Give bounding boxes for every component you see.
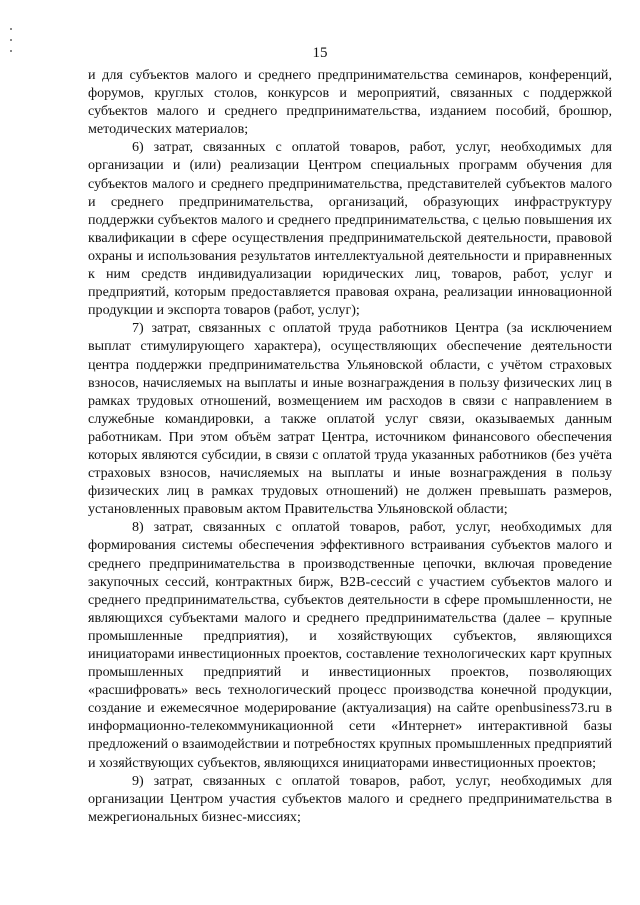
paragraph-9: 9) затрат, связанных с оплатой товаров, работ, услуг, необходимых для организации Центром участия субъектов малого и среднего предпринимательства в межрегиональных бизнес-миссиях;	[88, 772, 612, 825]
paragraph-8: 8) затрат, связанных с оплатой товаров, работ, услуг, необходимых для формирования системы обеспечения эффективного встраивания субъектов малого и среднего предпринимательства в производственные цепочки, включая проведение закупочных сессий, контрактных бирж, B2B-сессий с участием субъектов малого и среднего предпринимательства, субъектов деятельности в сфере промышленности, не являющихся субъектами малого и среднего предпринимательства (далее – крупные промышленные предприятия), и хозяйствующих субъектов, являющихся инициаторами инвестиционных проектов, составление технологических карт крупных промышленных предприятий и инвестиционных проектов, позволяющих «расшифровать» весь технологический процесс производства конечной продукции, создание и ежемесячное модерирование (актуализация) на сайте openbusiness73.ru в информационно-телекоммуникационной сети «Интернет» интерактивной базы предложений о взаимодействии и потребностях крупных промышленных предприятий и хозяйствующих субъектов, являющихся инициаторами инвестиционных проектов;	[88, 519, 612, 771]
paragraph-7: 7) затрат, связанных с оплатой труда работников Центра (за исключением выплат стимулирующего характера), осуществляющих обеспечение деятельности центра поддержки предпринимательства Ульяновской области, с учётом страховых взносов, начисляемых на выплаты и иные вознаграждения в пользу физических лиц в рамках трудовых отношений, возмещением им расходов в связи с направлением в служебные командировки, а также оплатой услуг связи, оказываемых данным работникам. При этом объём затрат Центра, источником финансового обеспечения которых являются субсидии, в связи с оплатой труда указанных работников (без учёта страховых взносов, начисляемых на выплаты и иные вознаграждения в пользу физических лиц в рамках трудовых отношений) не должен превышать размеров, установленных правовым актом Правительства Ульяновской области;	[88, 320, 612, 518]
paragraph-5-continuation: и для субъектов малого и среднего предпринимательства семинаров, конференций, форумов, круглых столов, конкурсов и мероприятий, связанных с поддержкой субъектов малого и среднего предпринимательства, изданием пособий, брошюр, методических материалов;	[88, 67, 612, 138]
page-number: 15	[312, 45, 328, 61]
paragraph-6: 6) затрат, связанных с оплатой товаров, работ, услуг, необходимых для организации и (или) реализации Центром специальных программ обучения для субъектов малого и среднего предпринимательства, представителей субъектов малого и среднего предпринимательства, организаций, образующих инфраструктуру поддержки субъектов малого и среднего предпринимательства, с целью повышения их квалификации в сфере осуществления предпринимательской деятельности, правовой охраны и использования результатов интеллектуальной деятельности и приравненных к ним средств индивидуализации юридических лиц, товаров, работ, услуг и предприятий, которым предоставляется правовая охрана, реализации инновационной продукции и экспорта товаров (работ, услуг);	[88, 139, 612, 319]
document-body	[88, 66, 612, 826]
